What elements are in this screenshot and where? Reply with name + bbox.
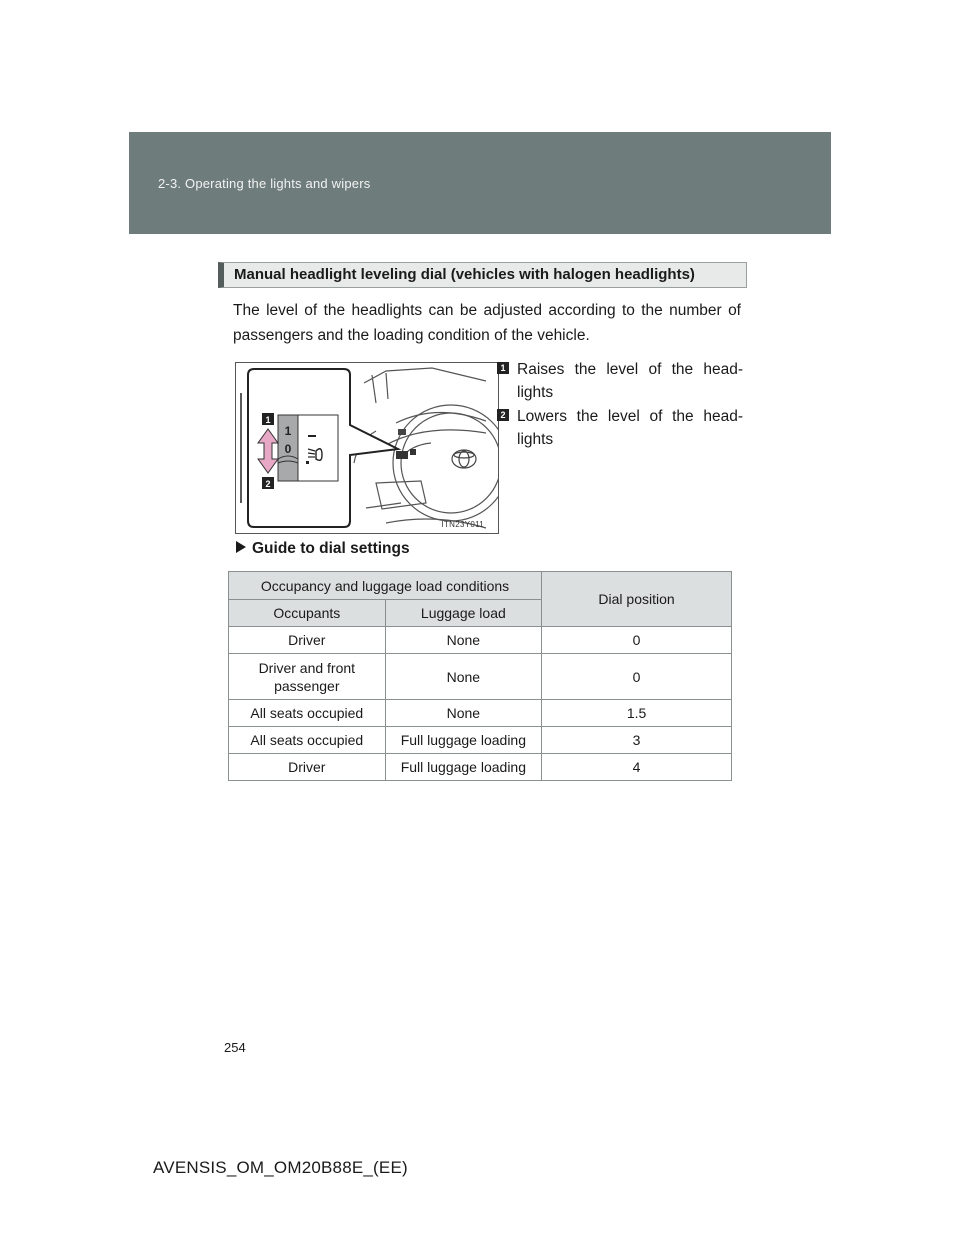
dial-mark-0: 0: [284, 442, 292, 456]
legend-badge-1: 1: [497, 362, 509, 374]
dial-settings-table: [228, 571, 732, 781]
legend-item-raise: [497, 358, 743, 404]
table-cell-dial: 1.5: [542, 700, 732, 727]
guide-subheading-text: Guide to dial settings: [252, 540, 410, 557]
table-cell-luggage: None: [385, 627, 541, 654]
table-cell-luggage: None: [385, 654, 541, 700]
dashboard-illustration: [236, 363, 498, 533]
intro-paragraph: The level of the headlights can be adjusted according to the number of passengers and the loading condition of the vehicle.: [233, 302, 741, 344]
triangle-bullet-icon: [236, 541, 246, 553]
table-group-header: Occupancy and luggage load conditions: [229, 572, 542, 600]
table-cell-luggage: None: [385, 700, 541, 727]
table-col-occupants: Occupants: [229, 600, 386, 627]
document-code: AVENSIS_OM_OM20B88E_(EE): [153, 1158, 408, 1177]
table-cell-occupants: All seats occupied: [229, 700, 386, 727]
table-row: [229, 654, 732, 700]
topic-title-box: [218, 262, 747, 288]
table-cell-occupants: Driver: [229, 754, 386, 781]
table-cell-luggage: Full luggage loading: [385, 754, 541, 781]
legend-item-lower: [497, 405, 743, 451]
table-row: [229, 727, 732, 754]
table-cell-dial: 4: [542, 754, 732, 781]
callout-label-1: 1: [265, 415, 271, 425]
table-col-luggage: Luggage load: [385, 600, 541, 627]
table-cell-occupants: Driver and front passenger: [229, 654, 386, 700]
page-number: 254: [224, 1040, 246, 1055]
table-row: [229, 700, 732, 727]
callout-label-2: 2: [265, 479, 271, 489]
table-cell-dial: 0: [542, 654, 732, 700]
table-row: [229, 754, 732, 781]
topic-title: Manual headlight leveling dial (vehicles with halogen headlights): [234, 266, 695, 283]
legend-badge-2: 2: [497, 409, 509, 421]
table-cell-dial: 0: [542, 627, 732, 654]
table-cell-occupants: All seats occupied: [229, 727, 386, 754]
legend-text-raise: Raises the level of the head-lights: [517, 361, 743, 401]
legend-text-lower: Lowers the level of the head-lights: [517, 408, 743, 448]
section-title: 2-3. Operating the lights and wipers: [158, 176, 371, 191]
table-cell-occupants: Driver: [229, 627, 386, 654]
table-cell-dial: 3: [542, 727, 732, 754]
table-dial-header: Dial position: [542, 572, 732, 627]
headlight-dial-illustration: [235, 362, 499, 534]
table-row: [229, 627, 732, 654]
guide-subheading: [236, 540, 410, 558]
figure-code: ITN23Y011: [441, 520, 484, 529]
dial-mark-1: 1: [284, 424, 292, 438]
table-cell-luggage: Full luggage loading: [385, 727, 541, 754]
